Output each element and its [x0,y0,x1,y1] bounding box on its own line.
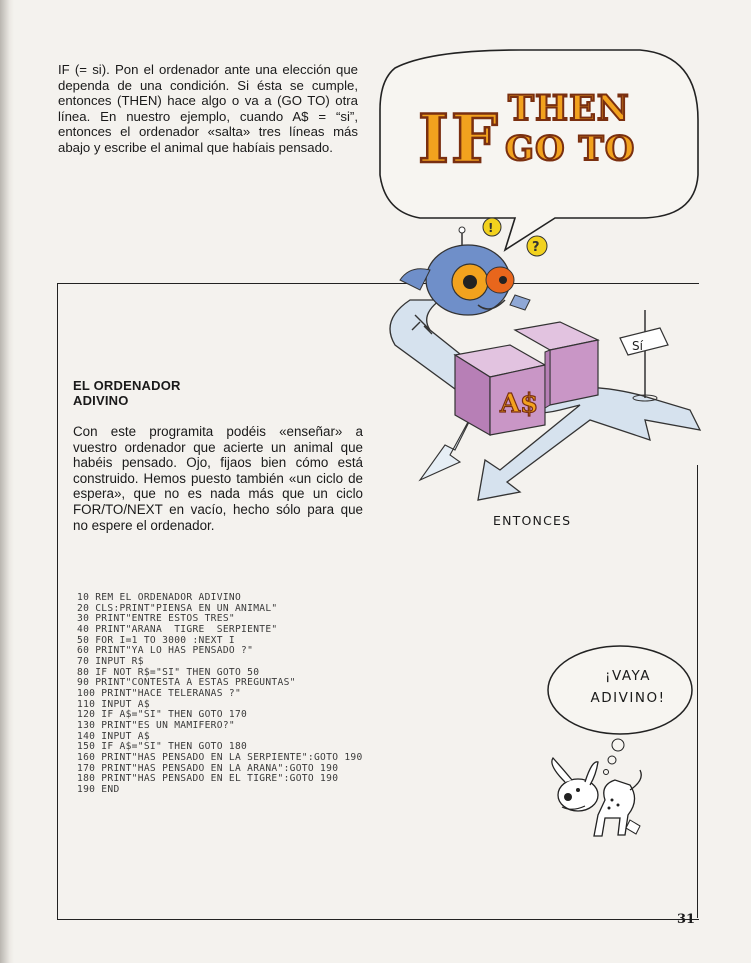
code-line: 60 PRINT"YA LO HAS PENSADO ?" [77,645,254,657]
svg-text:A$: A$ [500,389,539,419]
code-line: 20 CLS:PRINT"PIENSA EN UN ANIMAL" [77,602,278,614]
svg-text:!: ! [488,221,494,235]
svg-text:IF: IF [418,100,500,178]
dog [552,758,641,836]
code-line: 90 PRINT"CONTESTA A ESTAS PREGUNTAS" [77,677,296,689]
page-number: 31 [677,912,696,927]
code-line: 50 FOR I=1 TO 3000 :NEXT I [77,634,235,646]
code-line: 130 PRINT"ES UN MAMIFERO?" [77,719,235,731]
code-line: 30 PRINT"ENTRE ESTOS TRES" [77,613,235,625]
svg-text:?: ? [532,240,540,255]
svg-text:Sí: Sí [632,339,643,353]
dog-thought-text: ¡VAYA ADIVINO! [590,668,666,706]
code-line: 150 IF A$="SI" THEN GOTO 180 [77,741,248,753]
code-line: 160 PRINT"HAS PENSADO EN LA SERPIENTE":GOTO 190 [77,751,363,763]
entonces-label: ENTONCES [493,513,572,528]
intro-paragraph: IF (= si). Pon el ordenador ante una elección que dependa de una condición. Si ésta se cumple, entonces (THEN) hace algo o va a (GO TO) otra línea. En nuestro ejemplo, cuando A$ = “si”, entonces el ordenador «salta» tres líneas más abajo y escribe el animal que habíais pensado. [58,62,358,155]
code-line: 110 INPUT A$ [77,698,150,710]
code-line: 40 PRINT"ARANA TIGRE SERPIENTE" [77,623,278,635]
code-line: 190 END [77,783,120,795]
code-line: 170 PRINT"HAS PENSADO EN LA ARANA":GOTO 190 [77,762,339,774]
code-line: 80 IF NOT R$="SI" THEN GOTO 50 [77,666,260,678]
code-line: 70 INPUT R$ [77,655,144,667]
svg-text:GO TO: GO TO [505,129,636,169]
section-heading: EL ORDENADOR ADIVINO [73,378,181,408]
section-body: Con este programita podéis «enseñar» a vuestro ordenador que acierte un animal que habéis pensado. Ojo, fijaos bien cómo está construido. Hemos puesto también «un ciclo de espera», que no es nada más que un ciclo FOR/TO/NEXT en vacío, hecho sólo para que no espere el ordenador. [73,424,363,533]
code-line: 140 INPUT A$ [77,730,150,742]
code-line: 180 PRINT"HAS PENSADO EN EL TIGRE":GOTO 190 [77,773,339,785]
code-line: 10 REM EL ORDENADOR ADIVINO [77,592,242,603]
code-line: 100 PRINT"HACE TELERANAS ?" [77,687,242,699]
svg-text:THEN: THEN [508,88,630,129]
code-line: 120 IF A$="SI" THEN GOTO 170 [77,709,248,721]
